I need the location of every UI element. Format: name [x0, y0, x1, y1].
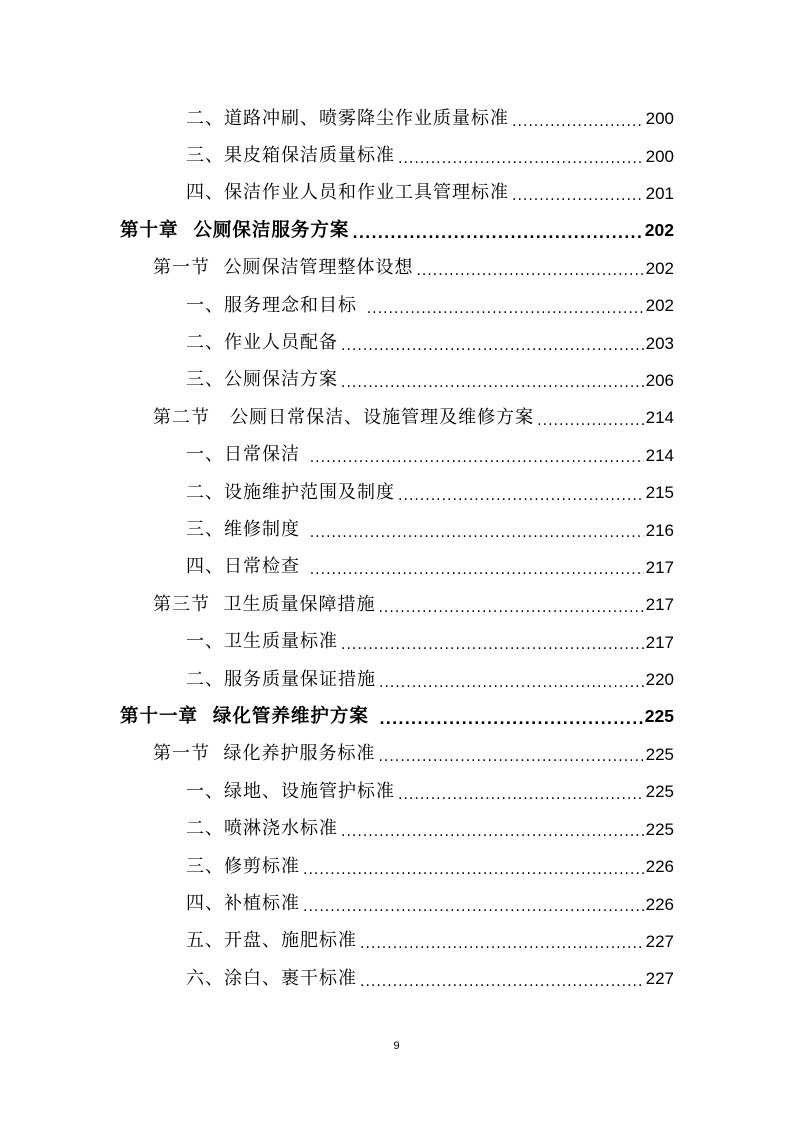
toc-entry[interactable] — [186, 848, 674, 885]
toc-entry-page: 202 — [645, 258, 674, 278]
dot-leader — [379, 713, 642, 727]
toc-entry-page: 217 — [645, 632, 674, 652]
dot-leader — [303, 900, 644, 914]
toc-entry[interactable] — [186, 923, 674, 960]
toc-entry[interactable] — [186, 960, 674, 997]
dot-leader — [398, 788, 644, 802]
dot-leader — [310, 563, 644, 577]
toc-entry-label: 一、卫生质量标准 — [186, 631, 338, 653]
toc-entry-label: 第十章 公厕保洁服务方案 — [120, 219, 350, 241]
dot-leader — [352, 227, 642, 241]
toc-entry-label: 一、服务理念和目标 — [186, 294, 364, 316]
toc-entry-label: 五、开盘、施肥标准 — [186, 930, 357, 952]
dot-leader — [303, 863, 644, 877]
toc-entry-page: 220 — [645, 670, 674, 690]
dot-leader — [512, 189, 644, 203]
toc-entry-page: 201 — [645, 183, 674, 203]
toc-entry-page: 214 — [645, 445, 674, 465]
toc-entry-label: 四、日常检查 — [186, 556, 307, 578]
toc-entry-page: 225 — [644, 706, 674, 727]
toc-entry[interactable] — [186, 100, 674, 137]
toc-section-entry[interactable] — [153, 399, 674, 436]
page-number: 9 — [393, 1040, 400, 1052]
toc-section-entry[interactable] — [153, 250, 674, 287]
toc-entry-page: 203 — [645, 333, 674, 353]
dot-leader — [378, 750, 643, 764]
toc-entry-label: 第三节 卫生质量保障措施 — [153, 593, 376, 615]
toc-entry-label: 六、涂白、裹干标准 — [186, 967, 357, 989]
dot-leader — [416, 264, 643, 278]
toc-entry-page: 226 — [645, 894, 674, 914]
toc-entry-page: 217 — [645, 557, 674, 577]
toc-entry-label: 第一节 公厕保洁管理整体设想 — [153, 257, 414, 279]
toc-entry[interactable] — [186, 324, 674, 361]
toc-entry-page: 202 — [645, 296, 674, 316]
toc-entry-page: 217 — [645, 595, 674, 615]
toc-entry[interactable] — [186, 773, 674, 810]
dot-leader — [367, 302, 644, 316]
toc-entry-page: 225 — [645, 782, 674, 802]
dot-leader — [537, 414, 643, 428]
dot-leader — [360, 975, 644, 989]
toc-entry-label: 二、作业人员配备 — [186, 332, 338, 354]
toc-entry-page: 215 — [645, 483, 674, 503]
dot-leader — [341, 638, 644, 652]
toc-entry[interactable] — [186, 661, 674, 698]
toc-chapter-entry[interactable] — [120, 212, 674, 249]
toc-entry[interactable] — [186, 811, 674, 848]
toc-entry-page: 226 — [645, 857, 674, 877]
toc-entry[interactable] — [186, 624, 674, 661]
toc-entry-label: 一、日常保洁 — [186, 444, 307, 466]
toc-entry-label: 二、设施维护范围及制度 — [186, 481, 395, 503]
toc-entry-page: 206 — [645, 370, 674, 390]
dot-leader — [398, 489, 644, 503]
toc-entry-label: 二、喷淋浇水标准 — [186, 818, 338, 840]
dot-leader — [379, 676, 644, 690]
dot-leader — [341, 376, 644, 390]
toc-entry-page: 227 — [645, 969, 674, 989]
toc-entry-label: 一、绿地、设施管护标准 — [186, 780, 395, 802]
toc-entry-page: 225 — [645, 819, 674, 839]
dot-leader — [341, 825, 644, 839]
toc-entry-label: 四、补植标准 — [186, 893, 300, 915]
toc-section-entry[interactable] — [153, 586, 674, 623]
toc-entry[interactable] — [186, 175, 674, 212]
toc-entry-page: 202 — [644, 220, 674, 241]
toc-entry[interactable] — [186, 137, 674, 174]
dot-leader — [360, 937, 644, 951]
dot-leader — [341, 339, 644, 353]
toc-entry[interactable] — [186, 474, 674, 511]
toc-chapter-entry[interactable] — [120, 698, 674, 735]
toc-entry-page: 216 — [645, 520, 674, 540]
toc-entry-label: 三、修剪标准 — [186, 855, 300, 877]
toc-entry-page: 214 — [645, 408, 674, 428]
toc-entry-label: 三、公厕保洁方案 — [186, 369, 338, 391]
toc-entry-label: 第二节 公厕日常保洁、设施管理及维修方案 — [153, 406, 535, 428]
dot-leader — [378, 601, 643, 615]
dot-leader — [512, 115, 644, 129]
toc-entry-label: 四、保洁作业人员和作业工具管理标准 — [186, 182, 509, 204]
toc-entry-label: 三、果皮箱保洁质量标准 — [186, 145, 395, 167]
toc-entry[interactable] — [186, 287, 674, 324]
dot-leader — [398, 152, 644, 166]
dot-leader — [310, 451, 644, 465]
dot-leader — [310, 526, 644, 540]
toc-entry[interactable] — [186, 362, 674, 399]
toc-entry-label: 第十一章 绿化管养维护方案 — [120, 705, 377, 727]
toc-entry[interactable] — [186, 885, 674, 922]
toc-entry-label: 二、服务质量保证措施 — [186, 668, 376, 690]
toc-entry[interactable] — [186, 437, 674, 474]
toc-entry-label: 二、道路冲刷、喷雾降尘作业质量标准 — [186, 107, 509, 129]
toc-entry[interactable] — [186, 549, 674, 586]
toc-entry-page: 200 — [645, 146, 674, 166]
toc-entry-page: 200 — [645, 109, 674, 129]
toc-entry-label: 第一节 绿化养护服务标准 — [153, 743, 376, 765]
toc-section-entry[interactable] — [153, 736, 674, 773]
toc-entry-page: 227 — [645, 931, 674, 951]
toc-entry-page: 225 — [645, 744, 674, 764]
toc-entry-label: 三、维修制度 — [186, 519, 307, 541]
toc-entry[interactable] — [186, 511, 674, 548]
